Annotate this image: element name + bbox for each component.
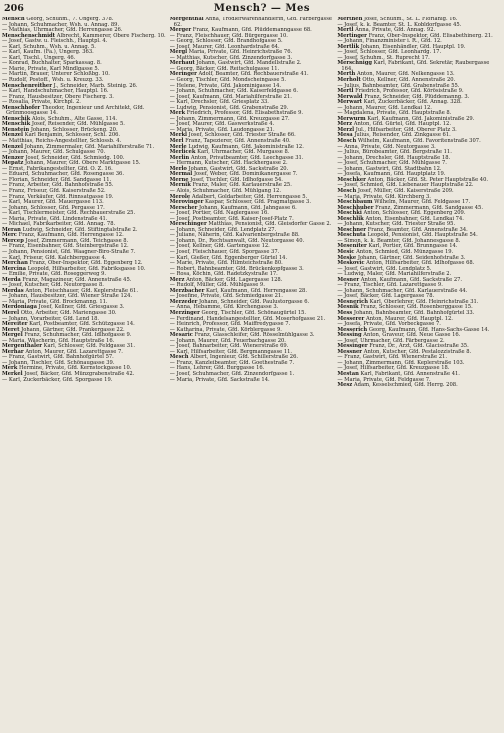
entry-surname: Merthen bbox=[337, 17, 363, 22]
entry-details: Anton, Gfd. Gürtel, Gfd. Hauptpl. 12. bbox=[353, 121, 451, 128]
entry-surname: Merkl bbox=[169, 132, 188, 139]
entry-details: — Josef, Portier, Gfd. Naglergasse 16. bbox=[169, 210, 269, 217]
entry-surname: Merel bbox=[2, 309, 20, 316]
entry-surname: Merk bbox=[2, 365, 18, 372]
entry-surname: Merzinger bbox=[169, 309, 200, 316]
entry-details: Hermine, Private, Gfd. Kernstockgasse 10. bbox=[19, 365, 132, 372]
entry-details: — Johann, Schneider, Gfd. Lendplatz 27. bbox=[169, 226, 277, 233]
entry-details: — Karl, Kaufm. (Fa.), Ungerg. 363. bbox=[2, 49, 94, 56]
entry-details: — Josefa, Kaufmann, Gfd. Hauptplatz 19. bbox=[337, 171, 446, 178]
page-number: 206 bbox=[4, 3, 24, 14]
entry-details: Anton, Privatbeamter, Gfd. Leechgasse 31. bbox=[190, 154, 304, 161]
entry-details: J., Schneider, Marb. Steinig. 26. bbox=[53, 82, 138, 89]
entry-details: — Karl, Maurer, Gfd. Mauergasse 113. bbox=[2, 199, 104, 206]
entry-details: — Johann, Gastwirt, Gfd. Stadtbahn 12. bbox=[337, 165, 442, 172]
entry-details: — Josef, Uhrmacher, Gfd. Färbergasse 2. bbox=[337, 337, 445, 344]
entry-surname: Messerich bbox=[337, 326, 368, 333]
entry-surname: Mesnik bbox=[337, 304, 359, 311]
entry-surname: Messerer bbox=[337, 315, 365, 322]
entry-details: — Rudolf, Müller, Gfd. Mühlgasse 9. bbox=[169, 282, 265, 289]
entry-details: — Karl, Gießer, Gfd. Eggenberger Gürtel 14. bbox=[169, 254, 288, 261]
entry-details: — Karl, Tischl., Ungerg. 46. bbox=[2, 54, 76, 61]
entry-details: Georg, Kaufmann, Gfd. Hans-Sachs-Gasse 14. bbox=[368, 326, 490, 333]
entry-details: Franz, Maler, Gfd. Karlauerstraße 25. bbox=[192, 182, 292, 189]
entry-details: Franz, Ober-Inspektor, Gfd. Eggenberg 12. bbox=[29, 260, 143, 267]
entry-surname: Merzl bbox=[337, 126, 355, 133]
entry-surname: Mertlik bbox=[337, 43, 360, 50]
entry-details: — Simon, k. k. Beamter, Gfd. Johannesgasse 8. bbox=[337, 237, 461, 244]
entry-details: — Georg, Tischler, Gfd. Mondscheingasse 5. bbox=[169, 77, 287, 84]
entry-surname: Mesa bbox=[337, 132, 353, 139]
entry-details: — Robert, Bahnbeamter, Gfd. Brückenkopfgasse 3. bbox=[169, 265, 304, 272]
entry-details: Karl, Portier, Gfd. Brunngasse 14. bbox=[368, 243, 458, 250]
entry-surname: Merz bbox=[337, 121, 353, 128]
entry-details: — Karl, Drechsler, Gfd. Griesplatz 33. bbox=[169, 99, 269, 106]
entry-surname: Merz bbox=[169, 276, 185, 283]
entry-surname: Merscher bbox=[169, 204, 198, 211]
entry-details: — Johann, Kutscher, Gfd. Triester Straße 95. bbox=[337, 221, 456, 228]
entry-details: Karl, Postbeamter, Gfd. Schützgasse 14. bbox=[29, 321, 135, 328]
entry-details: Leopold, Pensionist, Gfd. Hauptstraße 54. bbox=[367, 232, 478, 239]
entry-surname: Mertinger bbox=[337, 32, 367, 39]
entry-details: — Julius, Bahnbeamter, Gfd. Grabenstraße 55. bbox=[337, 82, 460, 89]
entry-details: — Josefa, Private, Gfd. Vorbeckgasse 7. bbox=[337, 321, 441, 328]
entry-details: Franz, Schlosser, Gfd. Rosenberggasse 15. bbox=[360, 304, 473, 311]
entry-details: Josef, Zimmermann, Gfd. Teichgasse 8. bbox=[25, 237, 129, 244]
entry-details: Anna, Private, Gfd. Annag. 92. bbox=[355, 27, 436, 34]
entry-surname: Mergl bbox=[169, 49, 188, 56]
entry-surname: Merkel bbox=[2, 371, 23, 377]
entry-details: Karl Benjamin, Schlosser, Schl. 206. bbox=[24, 132, 121, 139]
entry-details: Karl, Schlosser, Gfd. Feldgasse 31. bbox=[43, 343, 136, 350]
entry-details: — Ferdinand, Handelsangestellter, Gfd. Moserhofgasse 21. bbox=[169, 315, 326, 322]
entry-details: Johann, Schlosser, Brückeng. 20. bbox=[30, 126, 118, 133]
entry-details: Josef, Schlosser, Gfd. Triester Straße 66. bbox=[188, 132, 296, 139]
entry-surname: Mercep bbox=[2, 237, 24, 244]
entry-details: — Johann, Hausbesitzer, Gfd. Wiener Straße 124. bbox=[2, 293, 133, 300]
entry-details: Adam, Kesselschmied, Gfd. Herrg. 208. bbox=[353, 382, 458, 389]
entry-details: Kaspar, Schlosser, Gfd. Pragmatgasse 3. bbox=[204, 199, 311, 206]
entry-surname: Meskovic bbox=[337, 260, 365, 267]
entry-details: Johann, Gärtner, Gfd. Prankergasse 22. bbox=[21, 326, 125, 333]
entry-details: — Josef, Maurer, Gfd. Leonhardstraße 64. bbox=[169, 43, 280, 50]
entry-details: — Marie, Private, Gfd. Hilmteichstraße 80. bbox=[169, 260, 283, 267]
entry-details: — Ernst, Fabrikangestellter, Gfd. O. Z. 16. bbox=[2, 165, 113, 172]
entry-details: — Anna, Hebamme, Gfd. Kirchengasse 3. bbox=[169, 304, 279, 311]
entry-details: — Juliane, Näherin, Gfd. Kalvarienbergstraße 88. bbox=[169, 232, 300, 239]
entry-surname: Merchan bbox=[2, 260, 28, 267]
entry-details: Franz, Beamter, Gfd. Annenstraße 34. bbox=[367, 226, 468, 233]
entry-surname: Menschik bbox=[2, 121, 31, 128]
entry-details: Wilhelm, Maurer, Gfd. Feldgasse 17. bbox=[374, 199, 471, 206]
entry-details: Anton, Schlosser, Gfd. Eggenberg 209. bbox=[363, 210, 466, 217]
entry-surname: Menschenreither bbox=[2, 82, 52, 89]
entry-details: Friedrich, Professor, Gfd. Körösistraße 9. bbox=[355, 88, 464, 95]
entry-details: Karl, Fabrikant, Gfd. Annenstraße 41. bbox=[360, 371, 460, 377]
entry-details: — Anna, Private, Gfd. Neutorgasse 3. bbox=[337, 143, 436, 150]
entry-details: — Julius, Bürobeamter, Gfd. Bergstraße 11. bbox=[337, 149, 452, 156]
entry-details: — Martin, Brauer, Unterer Schloßbg. 10. bbox=[2, 71, 110, 78]
entry-surname: Menschhofer bbox=[2, 104, 41, 111]
entry-details: Anton, Bäcker, Gfd. Lagergasse 128. bbox=[186, 276, 283, 283]
entry-surname: Meret bbox=[2, 326, 20, 333]
entry-details: Josef, Reisender, Gfd. Mühlgasse 5. bbox=[31, 121, 125, 128]
entry-surname: Meschlik bbox=[337, 215, 364, 222]
entry-surname: Mermal bbox=[169, 171, 193, 178]
entry-details: — Mathias, Uhrmacher, Gfd. Herrengasse 26. bbox=[2, 27, 123, 34]
entry-details: — Johann, Pensionist, Gfd. Waagner-Biro-Straße 7. bbox=[2, 248, 136, 255]
entry-details: Karl, Kaufmann, Gfd. Jakoministraße 29. bbox=[367, 115, 475, 122]
entry-details: Adolf, Beamter, Gfd. Rechbauerstraße 41. bbox=[198, 71, 309, 78]
entry-details: Anton, Fleischhauer, Gfd. Keplerstraße 61. bbox=[25, 287, 138, 294]
entry-details: Georg, Schuhm., 7. Ungerg. 378. bbox=[26, 17, 114, 22]
entry-details: — Josefine, Private, Gfd. Schmiedgasse 21. bbox=[169, 293, 283, 300]
entry-surname: Merdas bbox=[2, 287, 24, 294]
entry-surname: Mercina bbox=[2, 265, 27, 272]
entry-details: Karl, Oberlehrer, Gfd. Heinrichstraße 31. bbox=[369, 298, 479, 305]
entry-surname: Meschbaum bbox=[337, 199, 373, 206]
entry-surname: Merk bbox=[169, 110, 186, 117]
running-title: Mensch? — Mes bbox=[213, 3, 310, 14]
entry-surname: Merschinger bbox=[169, 221, 207, 228]
entry-details: — Johann, Schuhmacher, Gfd. Kaiserfeldgasse 6. bbox=[169, 88, 299, 95]
entry-details: — Josef, Postbeamter, Gfd. Kaiser-Josef-Platz 7. bbox=[169, 215, 294, 222]
entry-surname: Mepatz bbox=[2, 160, 24, 167]
entry-details: — Helene, Private, Gfd. Jakominigasse 14. bbox=[169, 82, 282, 89]
entry-details: — Matthias, Reichs-Angestellter, Schlossb. 4. bbox=[2, 138, 122, 145]
entry-details: Karl, Uhrmacher, Gfd. Murgasse 8. bbox=[197, 149, 290, 156]
entry-details: Maria, Private, Gfd. Heinrichstraße 76. bbox=[188, 49, 293, 56]
entry-details: — Josef, k. k. Beamter, St. L. Kobldorfgasse 45. bbox=[337, 21, 462, 28]
entry-details: — Franz, Kanzleibeamter, Gfd. Goethestraße 7. bbox=[169, 359, 295, 366]
entry-details: — Maria, Private, Gfd. Lindenstraße 41. bbox=[2, 215, 108, 222]
entry-details: — Ludwig, Pensionist, Gfd. Grabenstraße 29. bbox=[169, 104, 289, 111]
entry-surname: Mesch bbox=[169, 354, 189, 361]
entry-details: — Karl, Handschuhmacher, Hauptpl. 16. bbox=[2, 88, 109, 95]
entry-surname: Mergenthal bbox=[169, 17, 204, 22]
entry-surname: Menzel bbox=[2, 143, 24, 150]
entry-details: — Josef, Schuhmacher, Gfd. Mühlgasse 7. bbox=[337, 160, 447, 167]
entry-surname: Merwald bbox=[337, 93, 363, 100]
entry-details: — Johann, Maurer, Gfd. Feuerbachgasse 20. bbox=[169, 337, 286, 344]
entry-details: Franz, Glasschleifer, Gfd. Rösselmühlgasse 3. bbox=[194, 332, 315, 339]
entry-details: Anton, Hilfsarbeiter, Gfd. Idlhofgasse 68. bbox=[366, 260, 475, 267]
entry-details: Adalbert, Goldarbeiter, Gfd. Herrengasse 5. bbox=[191, 193, 308, 200]
entry-details: — Maria, Private, Gfd. Sackstraße 14. bbox=[169, 376, 270, 383]
entry-details: — Johann, Zimmermann, Gfd. Keplerstraße 103. bbox=[337, 359, 465, 366]
entry-surname: Meschki bbox=[337, 210, 362, 217]
entry-details: — Marie, Private, Karl Mindlgasse 5. bbox=[2, 65, 100, 72]
entry-details: Anton, Kaufmann, Gfd. Sackstraße 27. bbox=[360, 276, 463, 283]
entry-details: — Georg, Schlosser, Gfd. Brandhofgasse 5. bbox=[169, 38, 283, 45]
entry-details: — Rosalia, Private, Kirchpl. 2. bbox=[2, 99, 81, 106]
directory-entry bbox=[170, 378, 335, 384]
entry-details: Anton, Graveur, Gfd. Neue Gasse 16. bbox=[363, 332, 461, 339]
entry-surname: Merle bbox=[169, 143, 187, 150]
entry-details: Franz, Ober-Inspektor, Gfd. Elisabethinerg. 21. bbox=[368, 32, 493, 39]
entry-details: — Johann, Maurer, Gfd. Lendkai 12. bbox=[337, 104, 432, 111]
entry-surname: Merne bbox=[169, 176, 189, 183]
entry-surname: Merzeder bbox=[169, 298, 198, 305]
entry-surname: Mesnerich bbox=[337, 298, 369, 305]
entry-details: Franz, Kaufmann, Gfd. Herrengasse 12. bbox=[18, 232, 124, 239]
entry-details: — Josef, Kellner, Gfd. Gartengasse 12. bbox=[169, 243, 270, 250]
entry-details: Alois, Schuhm., Alte Gasse, 114. bbox=[31, 115, 118, 122]
entry-details: — Karl, Tischlermeister, Gfd. Rechbauerstraße 25. bbox=[2, 210, 136, 217]
entry-surname: Meschuta bbox=[337, 232, 366, 239]
entry-details: Anton, Schmied, Gfd. Münzgasse 19. bbox=[356, 248, 454, 255]
entry-details: — Hans, Lehrer, Gfd. Burggasse 16. bbox=[169, 365, 265, 372]
entry-surname: Merlo bbox=[169, 165, 187, 172]
entry-details: — Johann, Schuhmacher, Gfd. Karlauerstraße 44. bbox=[337, 287, 468, 294]
entry-details: — Ludwig, Maler, Gfd. Mariahilferstraße 2. bbox=[337, 271, 452, 278]
entry-details: Josef, Schneider, Gfd. Schmiedg. 100. bbox=[25, 154, 125, 161]
entry-details: — Johann, Schlosser, Gfd. Pergasse 17. bbox=[2, 204, 105, 211]
entry-details: — Magdalena, Private, Gfd. Hauptstraße 8. bbox=[337, 110, 452, 117]
entry-surname: Menzel bbox=[2, 132, 24, 139]
directory-entry bbox=[2, 378, 167, 384]
entry-details: Franz, Schneider, Gfd. Plüddemanng. 3. bbox=[364, 93, 470, 100]
entry-details: — Johann, Tischler, Gfd. Schönaugasse 39. bbox=[2, 359, 115, 366]
entry-details: Otto, Kellner, Gfd. Annenstraße 20. bbox=[362, 77, 456, 84]
directory-column-1 bbox=[2, 17, 167, 731]
entry-details: Karl, Kaufmann, Gfd. Herrengasse 28. bbox=[206, 287, 307, 294]
entry-details: — Josef, Bahnarbeiter, Gfd. Wienerstraße 69. bbox=[169, 343, 289, 350]
entry-details: — Eduard, Schuhmacher, Gfd. Rosengasse 36. bbox=[2, 171, 124, 178]
entry-details: — Franz, Fleischhauer, Gfd. Bürgergasse 10. bbox=[169, 32, 288, 39]
entry-details: — Franz, Friseur, Gfd. Kaiserstraße 52. bbox=[2, 187, 106, 194]
entry-details: Ludwig, Schneider, Gfd. Stiftingtalstraße 2. bbox=[22, 226, 138, 233]
entry-surname: Meschhuber bbox=[337, 204, 374, 211]
entry-details: — Franz, Gastwirt, Gfd. Wienerstraße 21. bbox=[337, 354, 447, 361]
entry-details: — Johann, Vorarbeiter, Gfd. Lend 18. bbox=[2, 315, 100, 322]
entry-details: — Karl, Schuhm., Wsh. u. Annag. 5. bbox=[2, 43, 96, 50]
entry-details: — Georg, Bäcker, Gfd. Reitschulgasse 11. bbox=[169, 65, 280, 72]
entry-surname: Meske bbox=[337, 254, 357, 261]
entry-details: — Josef, Schmied, Gfd. Liebenauer Hauptstraße 22. bbox=[337, 182, 474, 189]
entry-details: — Josef, Fleischhauer, Gfd. Sporgasse 37. bbox=[169, 248, 280, 255]
entry-details: Anton, Maurer, Gfd. Lazarettgasse 7. bbox=[25, 348, 123, 355]
entry-surname: Mesaric bbox=[169, 332, 193, 339]
entry-surname: Meran bbox=[2, 226, 21, 233]
entry-details: Johann, Gastwirt, Gfd. Mandellstraße 2. bbox=[196, 60, 302, 67]
entry-details: — Josef, Maurer, Gfd. Gaswerkstraße 4. bbox=[169, 121, 275, 128]
entry-surname: Mestan bbox=[337, 371, 359, 377]
entry-details: — Michael, Fabrikarbeiter, Gfd. Annag. 78. bbox=[2, 221, 116, 228]
entry-details: — Emilie, Private, Gfd. Roseggerweg 9. bbox=[2, 271, 107, 278]
entry-details: Josef, Müller, Gfd. Kaiserstraße 209. bbox=[357, 187, 454, 194]
entry-details: Jul., Hilfsarbeiter, Gfd. Oberer Platz 3. bbox=[355, 126, 457, 133]
entry-surname: Messinger bbox=[337, 343, 368, 350]
entry-details: — Florian, Schneider, Gfd. Sandgasse 11. bbox=[2, 176, 112, 183]
entry-details: Anton, Eisenbahner, Gfd. Lendkai 74. bbox=[365, 215, 464, 222]
entry-details: — Maria, Private, Gfd. Laudongasse 21. bbox=[169, 126, 275, 133]
entry-details: Anton, Maurer, Gfd. Nelkengasse 13. bbox=[356, 71, 455, 78]
entry-surname: Menschenschmidt bbox=[2, 32, 56, 39]
entry-details: — Karl, Friseur, Gfd. Kalchberggasse 4. bbox=[2, 254, 107, 261]
entry-surname: Merschnigg bbox=[337, 60, 372, 67]
entry-surname: Merwart bbox=[337, 99, 363, 106]
entry-surname: Mesz bbox=[337, 382, 353, 389]
entry-details: — Maria, Private, Gfd. Brockmanng. 11. bbox=[2, 298, 108, 305]
entry-details: — Konrad, Buchhalter, Sparkassag. 8. bbox=[2, 60, 102, 67]
entry-surname: Merger bbox=[169, 27, 192, 34]
entry-details: Franz, Dr., Arzt, Gfd. Glacisstraße 35. bbox=[369, 343, 469, 350]
entry-details: — Rosa, Köchin, Gfd. Radetzkystraße 17. bbox=[169, 271, 278, 278]
directory-column-3 bbox=[337, 17, 502, 731]
entry-details: Johann, Kaufmann, Gfd. Jahngasse 6. bbox=[199, 204, 297, 211]
entry-surname: Merholt bbox=[337, 77, 361, 84]
entry-details: Theodor, Ingenieur und Architekt, Gfd. Grünmoosgasse 14. bbox=[6, 104, 145, 117]
entry-details: Albert, Ingenieur, Gfd. Schillerstraße 26. bbox=[190, 354, 299, 361]
entry-details: Johann, Schneider, Gfd. Paulustorgasse 6. bbox=[199, 298, 310, 305]
entry-details: — Hermann, Kutscher, Gfd. Hackhergasse 2. bbox=[169, 160, 288, 167]
entry-surname: Merc bbox=[2, 232, 17, 239]
entry-details: Ludwig, Kaufmann, Gfd. Jakoministraße 12. bbox=[188, 143, 304, 150]
entry-surname: Merhaut bbox=[169, 60, 195, 67]
entry-details: Johann, Maurer, Gfd. Obere Marktgasse 15. bbox=[25, 160, 141, 167]
entry-surname: Merl bbox=[169, 138, 184, 145]
entry-details: — Josef, Kutscher, Gfd. Neutorgasse 8. bbox=[2, 282, 104, 289]
entry-details: — Matthias, Kutscher, Gfd. Zinzendorfgasse 3. bbox=[169, 54, 293, 61]
entry-details: — Maria, Private, Gfd. Kirchberg 3. bbox=[337, 193, 431, 200]
entry-details: Josef, Kellner, Gfd. Griesgasse 3. bbox=[38, 304, 125, 311]
entry-details: Anton, Bäcker, Gfd. St. Peter Hauptstraße 40. bbox=[367, 176, 489, 183]
entry-details: — Johann, Schuhmacher, Wsh. u. Annag. 89. bbox=[2, 21, 120, 28]
entry-surname: Meschner bbox=[337, 226, 367, 233]
entry-details: — Rudolf, Postoff., Wsh. u. Kreuzg. 33. bbox=[2, 77, 104, 84]
entry-details: Johann, Gärtner, Gfd. Seidenhofstraße 3. bbox=[357, 254, 466, 261]
entry-surname: Meseniter bbox=[337, 243, 367, 250]
entry-details: Josef, Schuhm., St. L. Florianig. 16. bbox=[364, 17, 458, 22]
entry-details: Josef, Weber, Gfd. Dominikanergasse 7. bbox=[193, 171, 298, 178]
entry-details: — Maria, Wäscherin, Gfd. Hauptstraße 16. bbox=[2, 337, 115, 344]
directory-entry bbox=[337, 383, 502, 389]
entry-details: — Alois, Schuhmacher, Gfd. Mühlgang 12. bbox=[169, 187, 281, 194]
entry-details: — Josef, Gastwirt, Gfd. Lendplatz 5. bbox=[337, 265, 432, 272]
entry-details: Anton, Maurer, Gfd. Hauptpl. 12. bbox=[365, 315, 453, 322]
entry-details: Franz, Magazineur, Gfd. Annenstraße 45. bbox=[22, 276, 132, 283]
directory-column-2 bbox=[170, 17, 335, 731]
entry-surname: Messing bbox=[337, 332, 362, 339]
entry-details: Josef, Bäcker, Gfd. Münzgrabenstraße 42. bbox=[24, 371, 135, 377]
entry-surname: Merwurm bbox=[337, 115, 366, 122]
entry-surname: Mesic bbox=[337, 248, 355, 255]
entry-surname: Mesner bbox=[337, 276, 360, 283]
entry-surname: Merlin bbox=[169, 154, 190, 161]
entry-details: — Maria, Private, Gfd. Feldgasse 7. bbox=[337, 376, 431, 383]
entry-surname: Meringer bbox=[169, 71, 197, 78]
entry-details: — Johann, Dr., Rechtsanwalt, Gfd. Neutorgasse 40. bbox=[169, 237, 305, 244]
entry-details: Julius, Reisender, Gfd. Zinkgasse 61. bbox=[354, 132, 451, 139]
entry-details: Johann, Bahnbeamter, Gfd. Bahnhofgürtel 33. bbox=[353, 309, 475, 316]
entry-details: — Josef, Schuhm., St. Ruprecht 17. bbox=[337, 54, 430, 61]
entry-details: Franz, Tapezierer, Gfd. Annenstraße 40. bbox=[185, 138, 291, 145]
entry-surname: Merzbacher bbox=[169, 287, 205, 294]
entry-details: — Johann, Maurer, Gfd. Schulgasse 70. bbox=[2, 149, 106, 156]
entry-details: — Josef, Kaufmann, Gfd. Mariahilferstraße 21. bbox=[169, 93, 292, 100]
entry-details: Friedrich, Professor, Gfd. Elisabethstraße 9. bbox=[186, 110, 304, 117]
entry-surname: Mereiter bbox=[2, 321, 28, 328]
entry-details: — Franz, Verkäufer, Gfd. Rinnsatgasse 19. bbox=[2, 193, 114, 200]
entry-surname: Mertl bbox=[337, 88, 354, 95]
entry-surname: Mergenthaler bbox=[2, 343, 43, 350]
entry-details: Franz, Zimmermann, Gfd. Sandgasse 45. bbox=[375, 204, 483, 211]
entry-surname: Merovinger bbox=[169, 199, 204, 206]
entry-surname: Merlicek bbox=[169, 149, 196, 156]
page-header bbox=[4, 2, 500, 15]
entry-details: — Franz, Gastwirt, Gfd. Bahnhofgürtel 57. bbox=[2, 354, 114, 361]
entry-details: — Heinrich, Professor, Gfd. Maiffredygasse 7. bbox=[169, 321, 291, 328]
entry-details: Johann, Zimmermaler, Gfd. Mariahilferstraße 71. bbox=[24, 143, 155, 150]
entry-surname: Mesch bbox=[337, 187, 357, 194]
entry-details: — Josef, Bäcker, Gfd. Lagergasse 78. bbox=[337, 293, 435, 300]
entry-details: — Franz, Arbeiter, Gfd. Bahnhofstraße 55. bbox=[2, 182, 114, 189]
entry-details: Anton, Kutscher, Gfd. Pestalozzistraße 8. bbox=[363, 348, 472, 355]
entry-details: — Franz, Eisenbahner, Gfd. Steinbergstraße 12. bbox=[2, 243, 129, 250]
directory-columns bbox=[2, 17, 502, 731]
entry-details: — Franz, Hausbesitzer, Obere Fischerg. 3. bbox=[2, 93, 114, 100]
entry-surname: Mernik bbox=[169, 182, 191, 189]
entry-surname: Menstein bbox=[2, 126, 30, 133]
entry-details: — Josef, Hilfsarbeiter, Gfd. Kreuzgasse 18. bbox=[337, 365, 450, 372]
entry-details: — Josef, Schlosser, Gfd. Leonhardg. 17. bbox=[337, 49, 442, 56]
entry-details: Johann, Gastwirt, Gfd. Sackstraße 20. bbox=[188, 165, 289, 172]
entry-details: — Karl, Zuckerbäcker, Gfd. Sporgasse 19. bbox=[2, 376, 113, 383]
entry-details: — Katharina, Private, Gfd. Körblergasse 9. bbox=[169, 326, 282, 333]
entry-details: Wilhelm, Kaufmann, Gfd. Favoritenstraße 307. bbox=[357, 138, 481, 145]
entry-surname: Menschik bbox=[2, 115, 31, 122]
entry-surname: Messner bbox=[337, 348, 363, 355]
entry-details: Franz, Kaufmann, Gfd. Plüddemanngasse 68. bbox=[192, 27, 312, 34]
entry-details: Leopold, Hilfsarbeiter, Gfd. Fabriksgasse 10. bbox=[27, 265, 146, 272]
entry-details: — Johann, Finanzminister i. R., Gfd. 12. bbox=[337, 38, 442, 45]
entry-details: Karl, Fabrikant, Gfd. Sekretär, Raubergasse 164. bbox=[341, 60, 490, 72]
entry-surname: Merth bbox=[337, 71, 356, 78]
entry-details: — Franz, Tischler, Gfd. Lazarettgasse 9. bbox=[337, 282, 443, 289]
entry-surname: Merdoniaga bbox=[2, 304, 37, 311]
entry-details: Georg, Tischler, Gfd. Schönaugürtel 15. bbox=[201, 309, 307, 316]
entry-details: Johann, Eisenhändler, Gfd. Hauptpl. 19. bbox=[360, 43, 466, 50]
entry-details: Franz, Schuhmacher, Gfd. Idlhofgasse 9. bbox=[24, 332, 132, 339]
entry-details: Albrecht, Kammerer, Obere Fischerg. 10. bbox=[56, 32, 166, 39]
entry-details: — Johann, Drechsler, Gfd. Hauptstraße 18. bbox=[337, 154, 451, 161]
entry-surname: Mess bbox=[337, 309, 353, 316]
entry-surname: Merhar bbox=[2, 348, 24, 355]
entry-surname: Mertl bbox=[337, 27, 354, 34]
entry-surname: Merda bbox=[2, 276, 21, 283]
entry-surname: Meschker bbox=[337, 176, 366, 183]
entry-details: — Karl, Hilfsarbeiter, Gfd. Bergmanngasse 11. bbox=[169, 348, 293, 355]
entry-surname: Mergel bbox=[2, 332, 23, 339]
entry-details: Matthias, Pensionist, Gfd. Gleisdorfer Gasse 2. bbox=[208, 221, 332, 228]
entry-details: Karl, Zuckerbäcker, Gfd. Annag. 328. bbox=[363, 99, 462, 106]
entry-details: Anna, Trödlerwarenhändlerin, Gfd. Färbergasse 62. bbox=[173, 17, 332, 28]
entry-surname: Mesch bbox=[337, 138, 357, 145]
entry-surname: Menzer bbox=[2, 154, 24, 161]
entry-details: Josef, Tischler, Gfd. Idlhofgasse 54. bbox=[190, 176, 283, 183]
entry-surname: Merole bbox=[169, 193, 191, 200]
entry-details: — Johann, Zimmermann, Gfd. Kreuzgasse 27. bbox=[169, 115, 290, 122]
entry-details: Otto, Arbeiter, Gfd. Mariengasse 30. bbox=[20, 309, 117, 316]
entry-surname: Mensch bbox=[2, 17, 25, 22]
entry-details: — Josef, Gastw. u. Fleischh., Hauptpl. 4. bbox=[2, 38, 108, 45]
entry-details: — Josef, Schuhmacher, Gfd. Zinzendorfgasse 1. bbox=[169, 371, 295, 377]
